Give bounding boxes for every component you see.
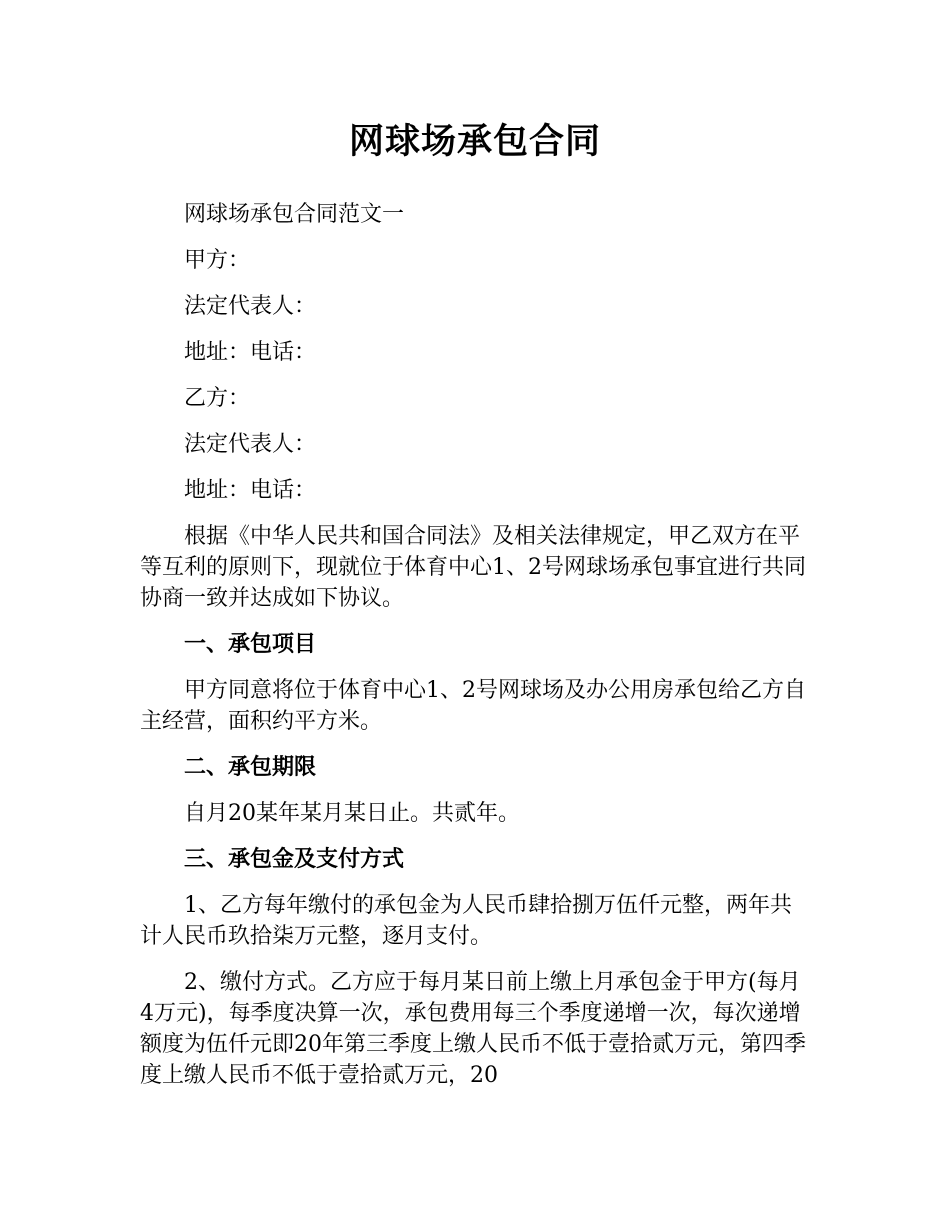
paragraph-subtitle: 网球场承包合同范文一 xyxy=(184,202,405,227)
paragraph-payment-2: 2、缴付方式。乙方应于每月某日前上缴上月承包金于甲方(每月4万元)，每季度决算一次，承包费用每三个季度递增一次，每次递增额度为伍仟元即20年第三季度上缴人民币不低于壹拾贰万元，第四季度上缴人民币不低于壹拾贰万元，20 xyxy=(140,970,806,1088)
paragraph-party-a: 甲方： xyxy=(184,248,251,273)
document-title: 网球场承包合同 xyxy=(348,122,601,162)
paragraph-term: 自月20某年某月某日止。共贰年。 xyxy=(184,801,520,826)
section-heading-project: 一、承包项目 xyxy=(184,632,317,657)
paragraph-project: 甲方同意将位于体育中心1、2号网球场及办公用房承包给乙方自主经营，面积约平方米。 xyxy=(140,678,806,734)
paragraph-legal-rep-a: 法定代表人： xyxy=(184,294,317,319)
paragraph-party-b: 乙方： xyxy=(184,386,251,411)
document-body xyxy=(140,199,810,1106)
paragraph-preamble: 根据《中华人民共和国合同法》及相关法律规定，甲乙双方在平等互利的原则下，现就位于体育中心1、2号网球场承包事宜进行共同协商一致并达成如下协议。 xyxy=(140,524,806,611)
paragraph-legal-rep-b: 法定代表人： xyxy=(184,432,317,457)
paragraph-address-phone-a: 地址：电话： xyxy=(184,340,317,365)
paragraph-payment-1: 1、乙方每年缴付的承包金为人民币肆拾捌万伍仟元整，两年共计人民币玖拾柒万元整，逐月支付。 xyxy=(140,893,792,949)
section-heading-term: 二、承包期限 xyxy=(184,755,317,780)
paragraph-address-phone-b: 地址：电话： xyxy=(184,478,317,503)
section-heading-payment: 三、承包金及支付方式 xyxy=(184,847,405,872)
